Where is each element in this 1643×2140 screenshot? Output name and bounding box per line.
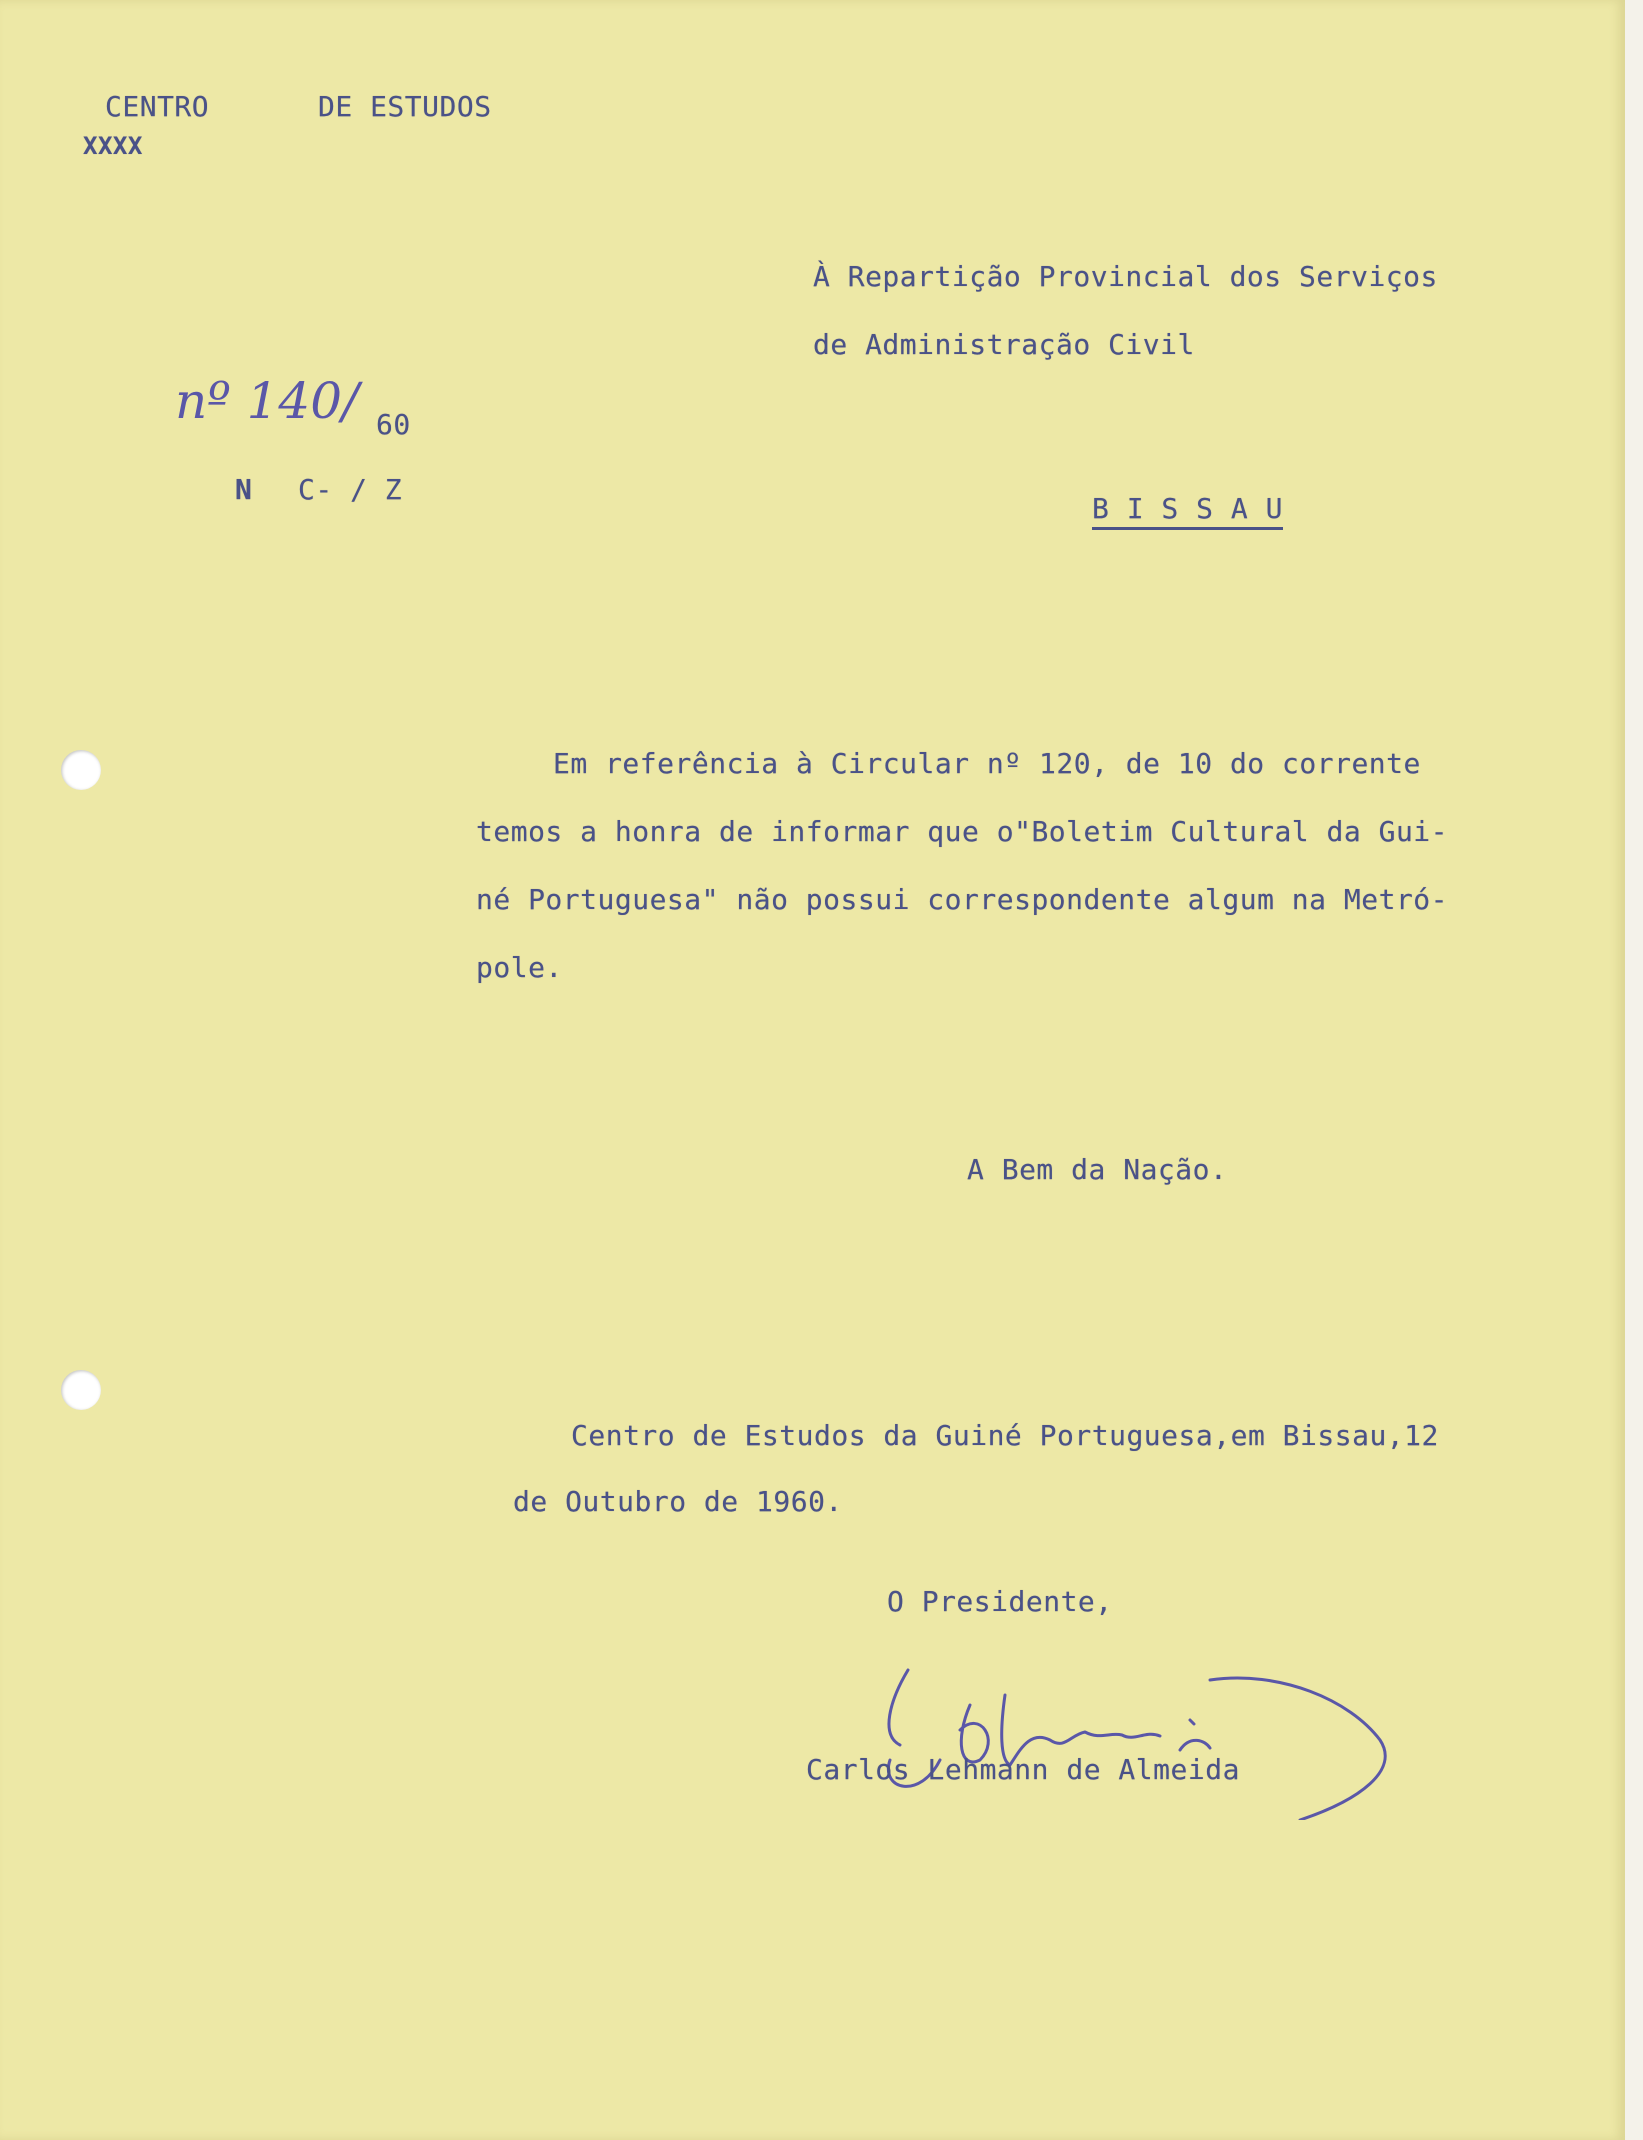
body-line-3: né Portuguesa" não possui correspondente algum na Metró- bbox=[476, 883, 1449, 916]
addressee-city: B I S S A U bbox=[1092, 492, 1283, 530]
letterhead-centro: CENTRO bbox=[105, 90, 210, 123]
scan-edge bbox=[1625, 0, 1643, 2140]
punch-hole-bottom bbox=[61, 1370, 101, 1410]
body-line-4: pole. bbox=[476, 951, 563, 984]
reference-year: 60 bbox=[376, 408, 411, 441]
struck-text: XXXX bbox=[83, 132, 143, 160]
place-date-line-2: de Outubro de 1960. bbox=[513, 1485, 843, 1518]
punch-hole-top bbox=[61, 750, 101, 790]
struck-mark: N bbox=[235, 473, 253, 506]
salutation: A Bem da Nação. bbox=[967, 1153, 1228, 1186]
body-line-1: Em referência à Circular nº 120, de 10 do corrente bbox=[553, 747, 1421, 780]
signatory-title: O Presidente, bbox=[887, 1585, 1113, 1618]
addressee-line-1: À Repartição Provincial dos Serviços bbox=[813, 260, 1438, 293]
signatory-name: Carlos Lehmann de Almeida bbox=[806, 1753, 1240, 1786]
body-line-2: temos a honra de informar que o"Boletim Cultural da Gui- bbox=[476, 815, 1449, 848]
handwritten-reference: nº 140/ bbox=[175, 372, 359, 430]
letterhead-estudos: DE ESTUDOS bbox=[318, 90, 492, 123]
place-date-line-1: Centro de Estudos da Guiné Portuguesa,em Bissau,12 bbox=[571, 1419, 1439, 1452]
signature-scribble bbox=[860, 1640, 1400, 1820]
reference-code: C- / Z bbox=[298, 473, 403, 506]
addressee-line-2: de Administração Civil bbox=[813, 328, 1195, 361]
